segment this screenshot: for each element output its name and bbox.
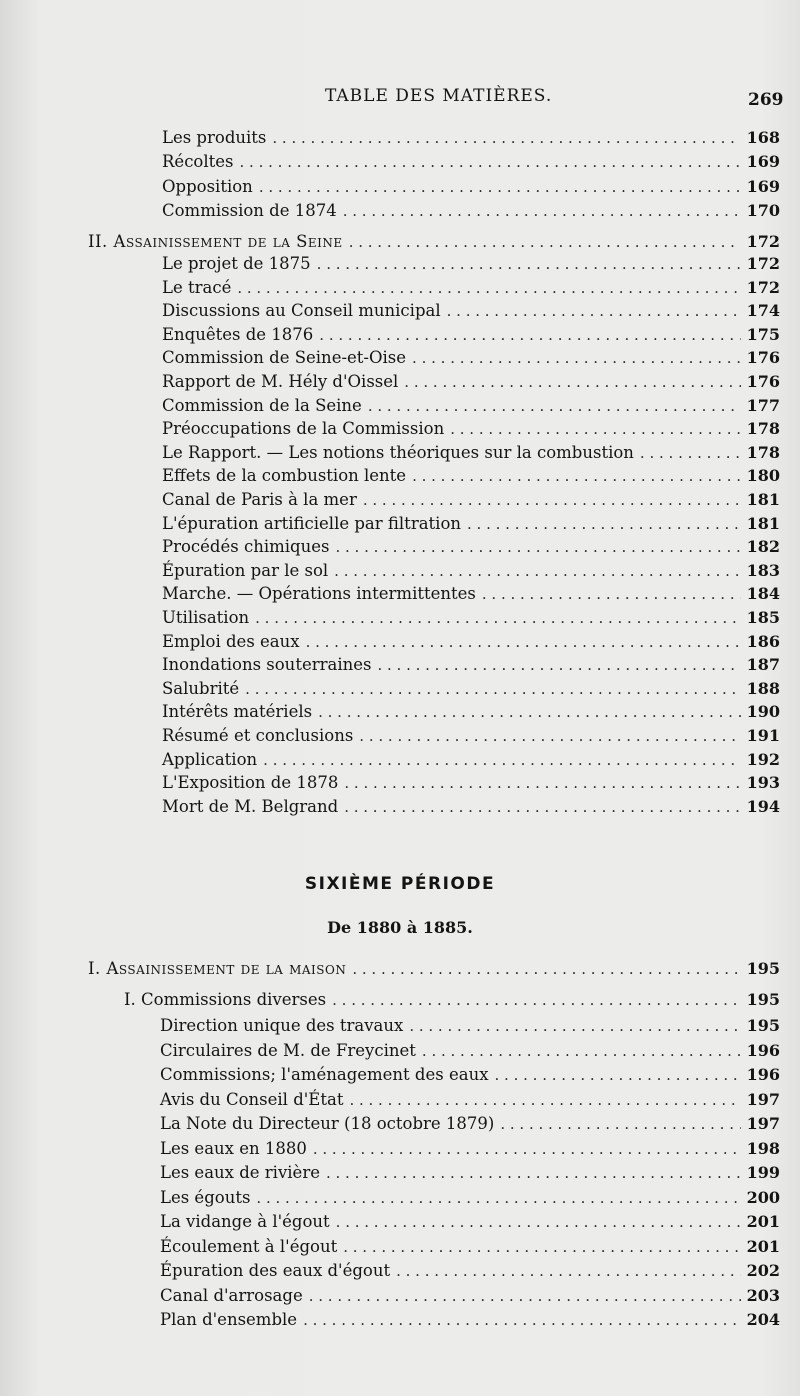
dot-leader	[343, 199, 741, 223]
toc-entry	[162, 677, 780, 701]
toc-entry-page: 196	[746, 1065, 780, 1084]
toc-entry-page: 176	[746, 372, 780, 391]
toc-entry-page: 184	[746, 584, 780, 604]
toc-entry-label: Les eaux en 1880	[160, 1138, 307, 1158]
dot-leader	[467, 512, 741, 536]
dot-leader	[240, 150, 741, 174]
toc-entry-label: Canal de Paris à la mer	[162, 490, 357, 509]
toc-entry-label: Commission de Seine-et-Oise	[162, 348, 407, 368]
toc-entry	[162, 126, 780, 150]
toc-entry-label: Effets de la combustion lente	[162, 466, 407, 486]
toc-entry-label: La Note du Directeur (18 octobre 1879)	[160, 1114, 495, 1133]
toc-entry	[162, 748, 780, 772]
toc-entry-label: Opposition	[162, 176, 253, 196]
toc-entry-label: I. Commissions diverses	[124, 990, 327, 1009]
page-number: 269	[748, 90, 784, 110]
toc-entry-label: Le tracé	[162, 277, 232, 297]
toc-entry-page: 178	[746, 419, 780, 439]
toc-entry-page: 195	[746, 990, 780, 1009]
toc-section-ii	[88, 230, 780, 254]
toc-entry	[160, 1284, 780, 1308]
toc-entry	[162, 441, 780, 465]
toc-entry	[162, 795, 780, 819]
dot-leader	[349, 1088, 740, 1112]
toc-entry	[160, 1039, 780, 1063]
toc-entry	[162, 606, 780, 630]
toc-entry-page: 195	[746, 959, 780, 978]
toc-entry-label: L'épuration artificielle par filtration	[162, 513, 462, 533]
toc-entry-page: 201	[746, 1236, 780, 1256]
toc-entry	[162, 394, 780, 418]
toc-entry	[160, 1063, 780, 1087]
toc-entry	[160, 1088, 780, 1112]
dot-leader	[334, 559, 740, 583]
toc-entry-page: 195	[746, 1016, 780, 1035]
dot-leader	[352, 957, 740, 981]
dot-leader	[344, 795, 740, 819]
dot-leader	[640, 441, 741, 465]
toc-entry-page: 185	[746, 608, 780, 627]
toc-subsection-i	[124, 988, 780, 1012]
toc-entry-label: Le projet de 1875	[162, 254, 311, 273]
toc-entry	[160, 1235, 780, 1259]
toc-entry	[162, 582, 780, 606]
toc-entry-page: 182	[746, 537, 780, 557]
dot-leader	[303, 1308, 741, 1332]
toc-entry	[162, 700, 780, 724]
toc-entry-page: 199	[746, 1163, 780, 1182]
dot-leader	[422, 1039, 741, 1063]
toc-entry-label: Salubrité	[162, 678, 240, 698]
toc-entry	[162, 150, 780, 174]
toc-entry-page: 196	[746, 1040, 780, 1060]
toc-entry-label: Résumé et conclusions	[162, 726, 354, 745]
toc-entry-label: Application	[162, 749, 258, 769]
toc-entry-label: Écoulement à l'égout	[160, 1236, 338, 1256]
toc-entry-label: I. Assainissement de la maison	[88, 959, 347, 978]
toc-entry-page: 181	[746, 490, 780, 509]
dot-leader	[317, 252, 741, 276]
dot-leader	[343, 1235, 740, 1259]
toc-entry	[162, 724, 780, 748]
toc-entry	[162, 630, 780, 654]
toc-entry-page: 174	[746, 301, 780, 321]
dot-leader	[245, 677, 740, 701]
toc-entry	[162, 323, 780, 347]
toc-entry-page: 177	[746, 395, 780, 415]
toc-entry-label: Utilisation	[162, 608, 250, 627]
toc-entry-label: Enquêtes de 1876	[162, 324, 314, 344]
dot-leader	[255, 606, 740, 630]
dot-leader	[349, 230, 741, 254]
period-title: SIXIÈME PÉRIODE	[304, 874, 496, 894]
toc-entry-label: Intérêts matériels	[162, 702, 313, 722]
toc-entry	[162, 488, 780, 512]
dot-leader	[500, 1112, 740, 1136]
dot-leader	[256, 1186, 740, 1210]
dot-leader	[495, 1063, 741, 1087]
toc-entry-label: Récoltes	[162, 152, 234, 172]
dot-leader	[332, 988, 740, 1012]
toc-entry-label: II. Assainissement de la Seine	[88, 232, 343, 251]
toc-entry-label: Circulaires de M. de Freycinet	[160, 1040, 416, 1060]
toc-entry	[162, 346, 780, 370]
dot-leader	[409, 1014, 740, 1038]
toc-entry	[162, 299, 780, 323]
toc-entry-label: La vidange à l'égout	[160, 1212, 330, 1231]
toc-entry-page: 202	[746, 1261, 780, 1280]
toc-entry-page: 186	[746, 631, 780, 651]
toc-entry	[162, 199, 780, 223]
dot-leader	[272, 126, 740, 150]
dot-leader	[363, 488, 741, 512]
toc-entry	[160, 1137, 780, 1161]
dot-leader	[412, 464, 741, 488]
toc-entry-page: 169	[746, 152, 780, 172]
toc-entry-label: Mort de M. Belgrand	[162, 796, 339, 816]
toc-entry	[160, 1308, 780, 1332]
dot-leader	[377, 653, 740, 677]
dot-leader	[359, 724, 740, 748]
toc-entry-page: 197	[746, 1089, 780, 1109]
dot-leader	[309, 1284, 741, 1308]
toc-entry-label: Avis du Conseil d'État	[160, 1089, 344, 1109]
toc-entry-label: Plan d'ensemble	[160, 1310, 298, 1329]
toc-entry	[160, 1161, 780, 1185]
toc-entry	[160, 1014, 780, 1038]
dot-leader	[447, 299, 741, 323]
toc-entry	[162, 535, 780, 559]
toc-entry-page: 200	[746, 1187, 780, 1207]
toc-entry	[162, 276, 780, 300]
running-title: TABLE DES MATIÈRES.	[325, 86, 553, 106]
toc-entry-page: 178	[746, 442, 780, 462]
toc-entry-page: 194	[746, 796, 780, 816]
toc-entry	[160, 1112, 780, 1136]
toc-entry-page: 204	[746, 1310, 780, 1329]
dot-leader	[396, 1259, 740, 1283]
toc-entry-label: Inondations souterraines	[162, 655, 372, 675]
toc-entry-page: 193	[746, 773, 780, 793]
toc-entry-label: L'Exposition de 1878	[162, 773, 339, 793]
toc-entry-page: 188	[746, 678, 780, 698]
toc-entry-label: Emploi des eaux	[162, 631, 300, 651]
dot-leader	[237, 276, 740, 300]
dot-leader	[319, 323, 740, 347]
toc-entry	[162, 417, 780, 441]
toc-entry	[160, 1210, 780, 1234]
toc-entry	[162, 653, 780, 677]
toc-entry-page: 201	[746, 1212, 780, 1231]
toc-entry-page: 198	[746, 1138, 780, 1158]
dot-leader	[318, 700, 741, 724]
toc-entry-page: 172	[746, 232, 780, 251]
toc-entry	[162, 512, 780, 536]
toc-entry-label: Les eaux de rivière	[160, 1163, 320, 1182]
toc-entry	[160, 1259, 780, 1283]
toc-entry-label: Direction unique des travaux	[160, 1016, 404, 1035]
toc-entry	[162, 175, 780, 199]
toc-entry-page: 192	[746, 749, 780, 769]
toc-entry-label: Discussions au Conseil municipal	[162, 301, 441, 321]
toc-entry-label: Les égouts	[160, 1187, 251, 1207]
toc-section-i	[88, 957, 780, 981]
dot-leader	[259, 175, 741, 199]
period-subtitle: De 1880 à 1885.	[327, 918, 473, 937]
toc-entry-page: 187	[746, 655, 780, 675]
toc-entry-page: 197	[746, 1114, 780, 1133]
toc-entry-page: 183	[746, 560, 780, 580]
toc-entry-page: 169	[746, 176, 780, 196]
toc-entry-page: 203	[746, 1285, 780, 1305]
dot-leader	[404, 370, 740, 394]
dot-leader	[482, 582, 741, 606]
toc-entry	[160, 1186, 780, 1210]
toc-entry-page: 176	[746, 348, 780, 368]
dot-leader	[412, 346, 741, 370]
dot-leader	[335, 535, 740, 559]
toc-entry-page: 175	[746, 324, 780, 344]
dot-leader	[263, 748, 740, 772]
toc-entry-label: Commission de la Seine	[162, 395, 362, 415]
toc-entry-label: Commissions; l'aménagement des eaux	[160, 1065, 489, 1084]
toc-entry	[162, 771, 780, 795]
toc-entry-label: Le Rapport. — Les notions théoriques sur la combustion	[162, 442, 634, 462]
page-header	[0, 86, 800, 110]
toc-entry-page: 168	[746, 128, 780, 147]
toc-entry	[162, 464, 780, 488]
toc-entry	[162, 559, 780, 583]
dot-leader	[450, 417, 740, 441]
toc-entry-label: Préoccupations de la Commission	[162, 419, 445, 439]
dot-leader	[313, 1137, 741, 1161]
toc-entry-page: 180	[746, 466, 780, 486]
toc-entry-label: Canal d'arrosage	[160, 1285, 303, 1305]
toc-entry-label: Marche. — Opérations intermittentes	[162, 584, 476, 604]
toc-entry-label: Épuration des eaux d'égout	[160, 1261, 391, 1280]
toc-entry-page: 190	[746, 702, 780, 722]
toc-entry-label: Procédés chimiques	[162, 537, 330, 557]
toc-entry-page: 172	[746, 254, 780, 273]
toc-entry-label: Rapport de M. Hély d'Oissel	[162, 372, 399, 391]
toc-entry	[162, 252, 780, 276]
toc-entry-page: 170	[746, 200, 780, 220]
toc-entry-label: Épuration par le sol	[162, 560, 329, 580]
toc-entry-page: 172	[746, 277, 780, 297]
dot-leader	[306, 630, 741, 654]
dot-leader	[336, 1210, 741, 1234]
toc-entry	[162, 370, 780, 394]
dot-leader	[368, 394, 741, 418]
toc-entry-label: Commission de 1874	[162, 200, 337, 220]
toc-entry-label: Les produits	[162, 128, 267, 147]
toc-entry-page: 191	[746, 726, 780, 745]
dot-leader	[344, 771, 740, 795]
toc-entry-page: 181	[746, 513, 780, 533]
dot-leader	[326, 1161, 741, 1185]
